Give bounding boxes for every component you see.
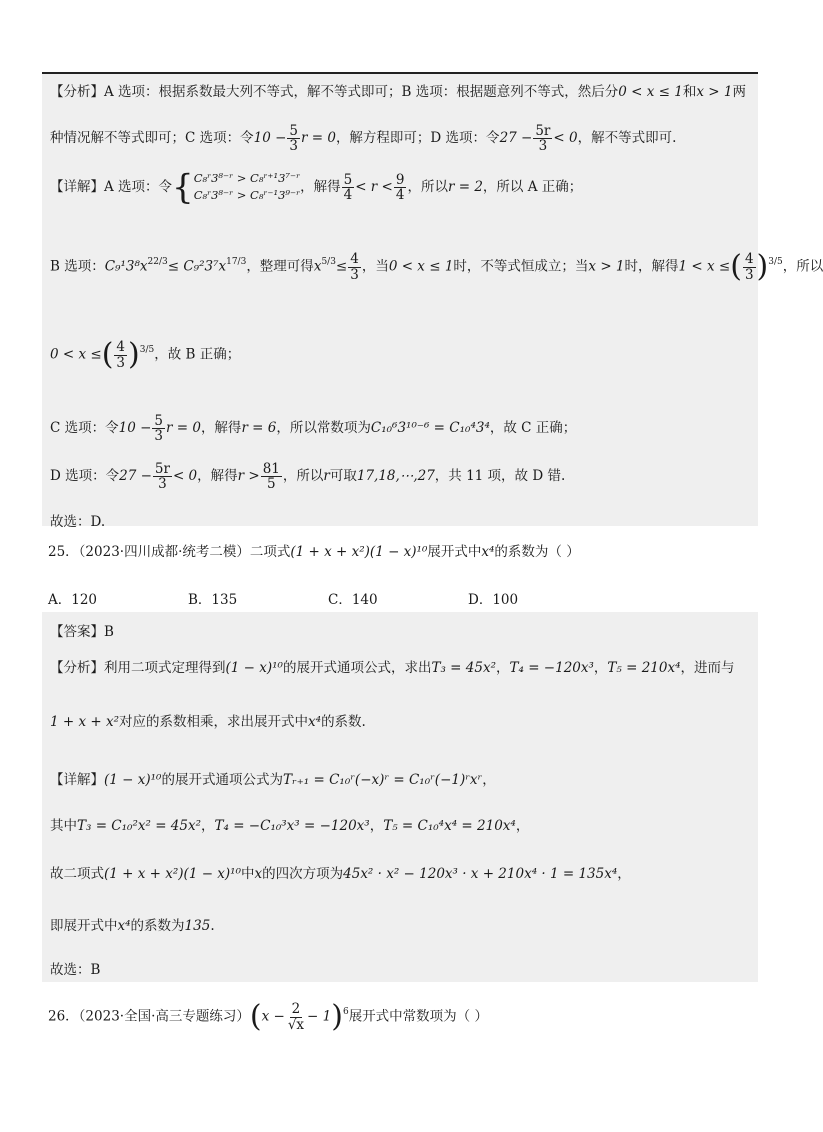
detail-line-4: 即展开式中x⁴的系数为135. xyxy=(50,918,215,934)
analysis-line-2: 1 + x + x²对应的系数相乘，求出展开式中x⁴的系数. xyxy=(50,714,366,730)
detail-line-b: B 选项：$C_9^13^8x^{22/3}\le C_9^23^7x^{17/3}$，整理可得$x^{5/3}\le$ $\frac{4}{3}$ ，当0 < x ≤ 1时，不等式恒成立；当x > 1时，解得1 < x ≤( $\frac{4}{3}$ )$^{3/5}$，所以 xyxy=(50,249,823,284)
option-a: A．120 xyxy=(48,592,98,608)
fraction: $\frac{4}{3}$ xyxy=(116,339,126,371)
fraction: $\frac{4}{3}$ xyxy=(744,251,754,283)
answer-line: 【答案】B xyxy=(50,624,114,640)
option-d: D．100 xyxy=(468,592,519,608)
analysis-line-1: 【分析】A 选项：根据系数最大列不等式，解不等式即可；B 选项：根据题意列不等式，然后分0 < x ≤ 1和x > 1两 xyxy=(50,84,746,100)
analysis-line-1: 【分析】利用二项式定理得到(1 − x)¹⁰的展开式通项公式，求出T₃ = 45x²，T₄ = −120x³，T₅ = 210x⁴，进而与 xyxy=(50,660,735,676)
solution-block-25 xyxy=(42,612,758,982)
option-b: B．135 xyxy=(188,592,238,608)
detail-line-d: D 选项：令27 − $\frac{5r}{3}$ < 0，解得r > $\frac{81}{5}$ ，所以r可取17,18,⋯,27，共 11 项，故 D 错. xyxy=(50,461,566,493)
fraction: $\frac{5r}{3}$ xyxy=(535,123,551,155)
detail-line-c: C 选项：令10 − $\frac{5}{3}$ r = 0，解得r = 6，所以常数项为C₁₀⁶3¹⁰⁻⁶ = C₁₀⁴3⁴，故 C 正确； xyxy=(50,413,577,445)
analysis-line-2: 种情况解不等式即可；C 选项：令10 − $\frac{5}{3}$ r = 0，解方程即可；D 选项：令27 − $\frac{5r}{3}$ < 0，解不等式即可. xyxy=(50,123,677,155)
analysis-tag: 【分析】 xyxy=(50,84,104,100)
detail-tag: 【详解】 xyxy=(50,772,104,788)
fraction: $\frac{5}{4}$ xyxy=(343,171,353,203)
analysis-tag: 【分析】 xyxy=(50,660,104,676)
detail-tag: 【详解】 xyxy=(50,178,104,195)
detail-line-1: 【详解】(1 − x)¹⁰的展开式通项公式为Tᵣ₊₁ = C₁₀ʳ(−x)ʳ = C₁₀ʳ(−1)ʳxʳ， xyxy=(50,772,496,788)
fraction: $\frac{81}{5}$ xyxy=(262,461,280,493)
fraction: $\frac{4}{3}$ xyxy=(350,251,359,283)
detail-line-a: 【详解】A 选项：令{ C₈ʳ3⁸⁻ʳ > C₈ʳ⁺¹3⁷⁻ʳ C₈ʳ3⁸⁻ʳ > C₈ʳ⁻¹3⁹⁻ʳ ，解得 $\frac{5}{4}$ < r < $\frac{9}{4}$ ，所以r = 2，所以 A 正确； xyxy=(50,167,583,208)
fraction: $\frac{5}{3}$ xyxy=(154,413,163,445)
detail-line-2: 其中T₃ = C₁₀²x² = 45x²，T₄ = −C₁₀³x³ = −120x³，T₅ = C₁₀⁴x⁴ = 210x⁴， xyxy=(50,818,530,834)
question-26: 26．（2023·全国·高三专题练习）(x − $\frac{2}{√x}$ − 1)$^6$展开式中常数项为（ ） xyxy=(48,999,488,1034)
fraction: $\frac{5}{3}$ xyxy=(289,123,298,155)
fraction: $\frac{2}{√x}$ xyxy=(287,1001,305,1033)
detail-line-b2: 0 < x ≤( $\frac{4}{3}$ )$^{3/5}$，故 B 正确； xyxy=(50,337,241,372)
detail-line-3: 故二项式(1 + x + x²)(1 − x)¹⁰中x的四次方项为45x² · x² − 120x³ · x + 210x⁴ · 1 = 135x⁴， xyxy=(50,866,631,882)
choice-line: 故选：D. xyxy=(50,514,106,530)
inequality-system: C₈ʳ3⁸⁻ʳ > C₈ʳ⁺¹3⁷⁻ʳ C₈ʳ3⁸⁻ʳ > C₈ʳ⁻¹3⁹⁻ʳ xyxy=(193,171,301,203)
fraction: $\frac{9}{4}$ xyxy=(395,171,405,203)
solution-block-24 xyxy=(42,72,823,530)
question-25: 25．（2023·四川成都·统考二模）二项式(1 + x + x²)(1 − x)¹⁰展开式中x⁴的系数为（ ） xyxy=(48,544,580,560)
fraction: $\frac{5r}{3}$ xyxy=(154,461,170,493)
choice-line: 故选：B xyxy=(50,962,101,978)
option-c: C．140 xyxy=(328,592,378,608)
